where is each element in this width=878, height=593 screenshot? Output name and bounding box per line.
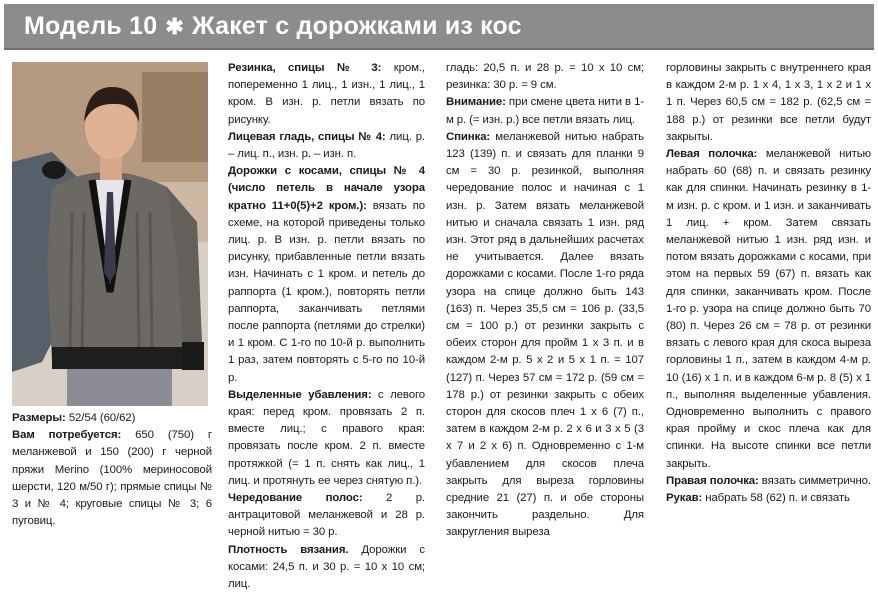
page-title [4,12,522,41]
materials-paragraph [12,427,212,530]
back-text: меланжевой нитью набрать 123 (139) п. и связать для планки 9 см = 30 р. резинкой, выполняя чередование полос и начиная с 1 изн. р. Затем вязать меланжевой нитью и сначала связать 1 изн. ряд изн. Этот ряд в дальнейших расчетах не учитывается. Далее вязать дорожками с косами. После 1-го ряда узора на спице должно быть 143 (163) п. Через 35,5 см = 106 р. (33,5 см = 100 р.) от резинки закрыть с обеих сторон для пройм 1 x 3 п. и в каждом 2-м р. 5 x 2 и 5 x 1 п. = 107 (127) п. Через 57 см = 172 р. (59 см = 178 р.) от резинки закрыть с обеих сторон для скосов плеч 1 x 6 (7) п., затем в каждом 2-м р. 2 x 6 и 3 x 5 (3 x 7 и 2 x 6) п. Одновременно с 1-м убавлением для скосов плеча закрыть для выреза горловины средние 21 (27) п. и обе стороны закончить раздельно. Для закругления выреза [446,130,644,539]
back-label: Спинка: [446,130,491,143]
attention-text: при смене цвета нити в 1-м р. (= изн. р.) все петли вязать лиц. [446,96,644,126]
sizes-label: Размеры: [12,412,66,424]
sleeve-label: Рукав: [666,492,703,505]
star-icon: ✱ [165,13,184,39]
left-front-text: меланжевой нитью набрать 60 (68) п. и связать резинку как для спинки. Начинать резинку в 1-м изн. р. с кром. и 1 изн. и заканчивать 1 лиц. + кром. Затем связать меланжевой нитью 1 изн. ряд изн. и потом вязать дорожками с косами, при этом на первых 59 (67) п. вязать как для спинки, заканчивать кром. После 1-го р. узора на спице должно быть 70 (80) п. Через 26 см = 78 р. от резинки вязать с левого края для скоса выреза горловины 1 п., затем в каждом 4-м р. 10 (16) x 1 п. и в каждом 6-м р. 8 (5) x 1 п., выполняя выделенные убавления. Одновременно выполнить с правого края пройму и скос плеча как для спинки. На высоте спинки все петли закрыть. [666,148,871,470]
gauge-paragraph [228,542,425,593]
stockinette-label: Лицевая гладь, спицы № 4: [228,130,386,143]
stripes-paragraph [228,490,425,542]
sleeve-text: набрать 58 (62) п. и связать [702,492,850,505]
back-paragraph [446,129,644,542]
neckline-paragraph: горловины закрыть с внутреннего края в каждом 2-м р. 1 x 4, 1 x 3, 1 x 2 и 1 x 1 п. Через 60,5 см = 182 р. (62,5 см = 188 р.) от резинки все петли будут закрыты. [666,62,871,143]
stockinette-paragraph [228,129,425,163]
cables-label: Дорожки с косами, спицы № 4 (число петель в начале узора кратно 11+0(5)+2 кром.): [228,165,425,212]
left-front-paragraph [666,146,871,473]
model-photo [12,62,208,406]
header-banner [4,4,874,50]
title-text: Жакет с дорожками из кос [191,11,522,40]
gauge-label: Плотность вязания. [228,543,349,556]
right-front-label: Правая полочка: [666,474,759,487]
sleeve-paragraph [666,490,871,507]
sizes-text: 52/54 (60/62) [65,412,136,424]
cables-paragraph [228,163,425,387]
left-front-label: Левая полочка: [666,148,758,161]
materials-label: Вам потребуется: [12,429,122,442]
decreases-paragraph [228,387,425,490]
attention-label: Внимание: [446,96,506,109]
materials-text: 650 (750) г меланжевой и 150 (200) г черной пряжи Merino (100% мериносовой шерсти, 120 м/50 г); прямые спицы № 3 и № 4; круговые спицы № 3; 6 пуговиц. [12,429,212,528]
right-front-paragraph [666,473,871,490]
model-photo-illustration [12,62,208,406]
decreases-text: с левого края: перед кром. провязать 2 п. вместе лиц.; с правого края: провязать после кром. 2 п. вместе протяжкой (= 1 п. снять как лиц., 1 лиц. и протянуть ее через снятую п.). [228,388,425,487]
rib-label: Резинка, спицы № 3: [228,62,382,74]
model-label: Модель 10 [24,11,158,40]
gauge-cont-paragraph: гладь: 20,5 п. и 28 р. = 10 x 10 см; резинка: 30 р. = 9 см. [446,62,644,92]
attention-paragraph [446,94,644,128]
decreases-label: Выделенные убавления: [228,388,372,401]
stripes-text: 2 р. антрацитовой меланжевой и 28 р. черной нитью = 30 р. [228,492,425,539]
column-4 [666,60,871,507]
rib-text: кром., попеременно 1 лиц., 1 изн., 1 лиц., 1 кром. В изн. р. петли вязать по рисунку. [228,62,425,126]
column-2 [228,60,425,593]
stockinette-text: лиц. р. – лиц. п., изн. р. – изн. п. [228,130,425,161]
column-1 [12,410,212,530]
sizes-paragraph [12,410,212,427]
rib-paragraph [228,60,425,129]
column-3 [446,60,644,542]
cables-text: вязать по схеме, на которой приведены только лиц. р. В изн. р. петли вязать по рисунку, прибавленные петли вязать изн. Начинать с 1 кром. и петель до раппорта (1 кром.), повторять петли раппорта, заканчивать петлями после раппорта (петлями до стрелки) и 1 кром. С 1-го по 10-й р. выполнить 1 раз, затем повторять с 5-го по 10-й р. [228,199,425,384]
stripes-label: Чередование полос: [228,492,363,505]
gauge-text: Дорожки с косами: 24,5 п. и 30 р. = 10 x 10 см; лиц. [228,543,425,591]
right-front-text: вязать симметрично. [758,474,871,487]
